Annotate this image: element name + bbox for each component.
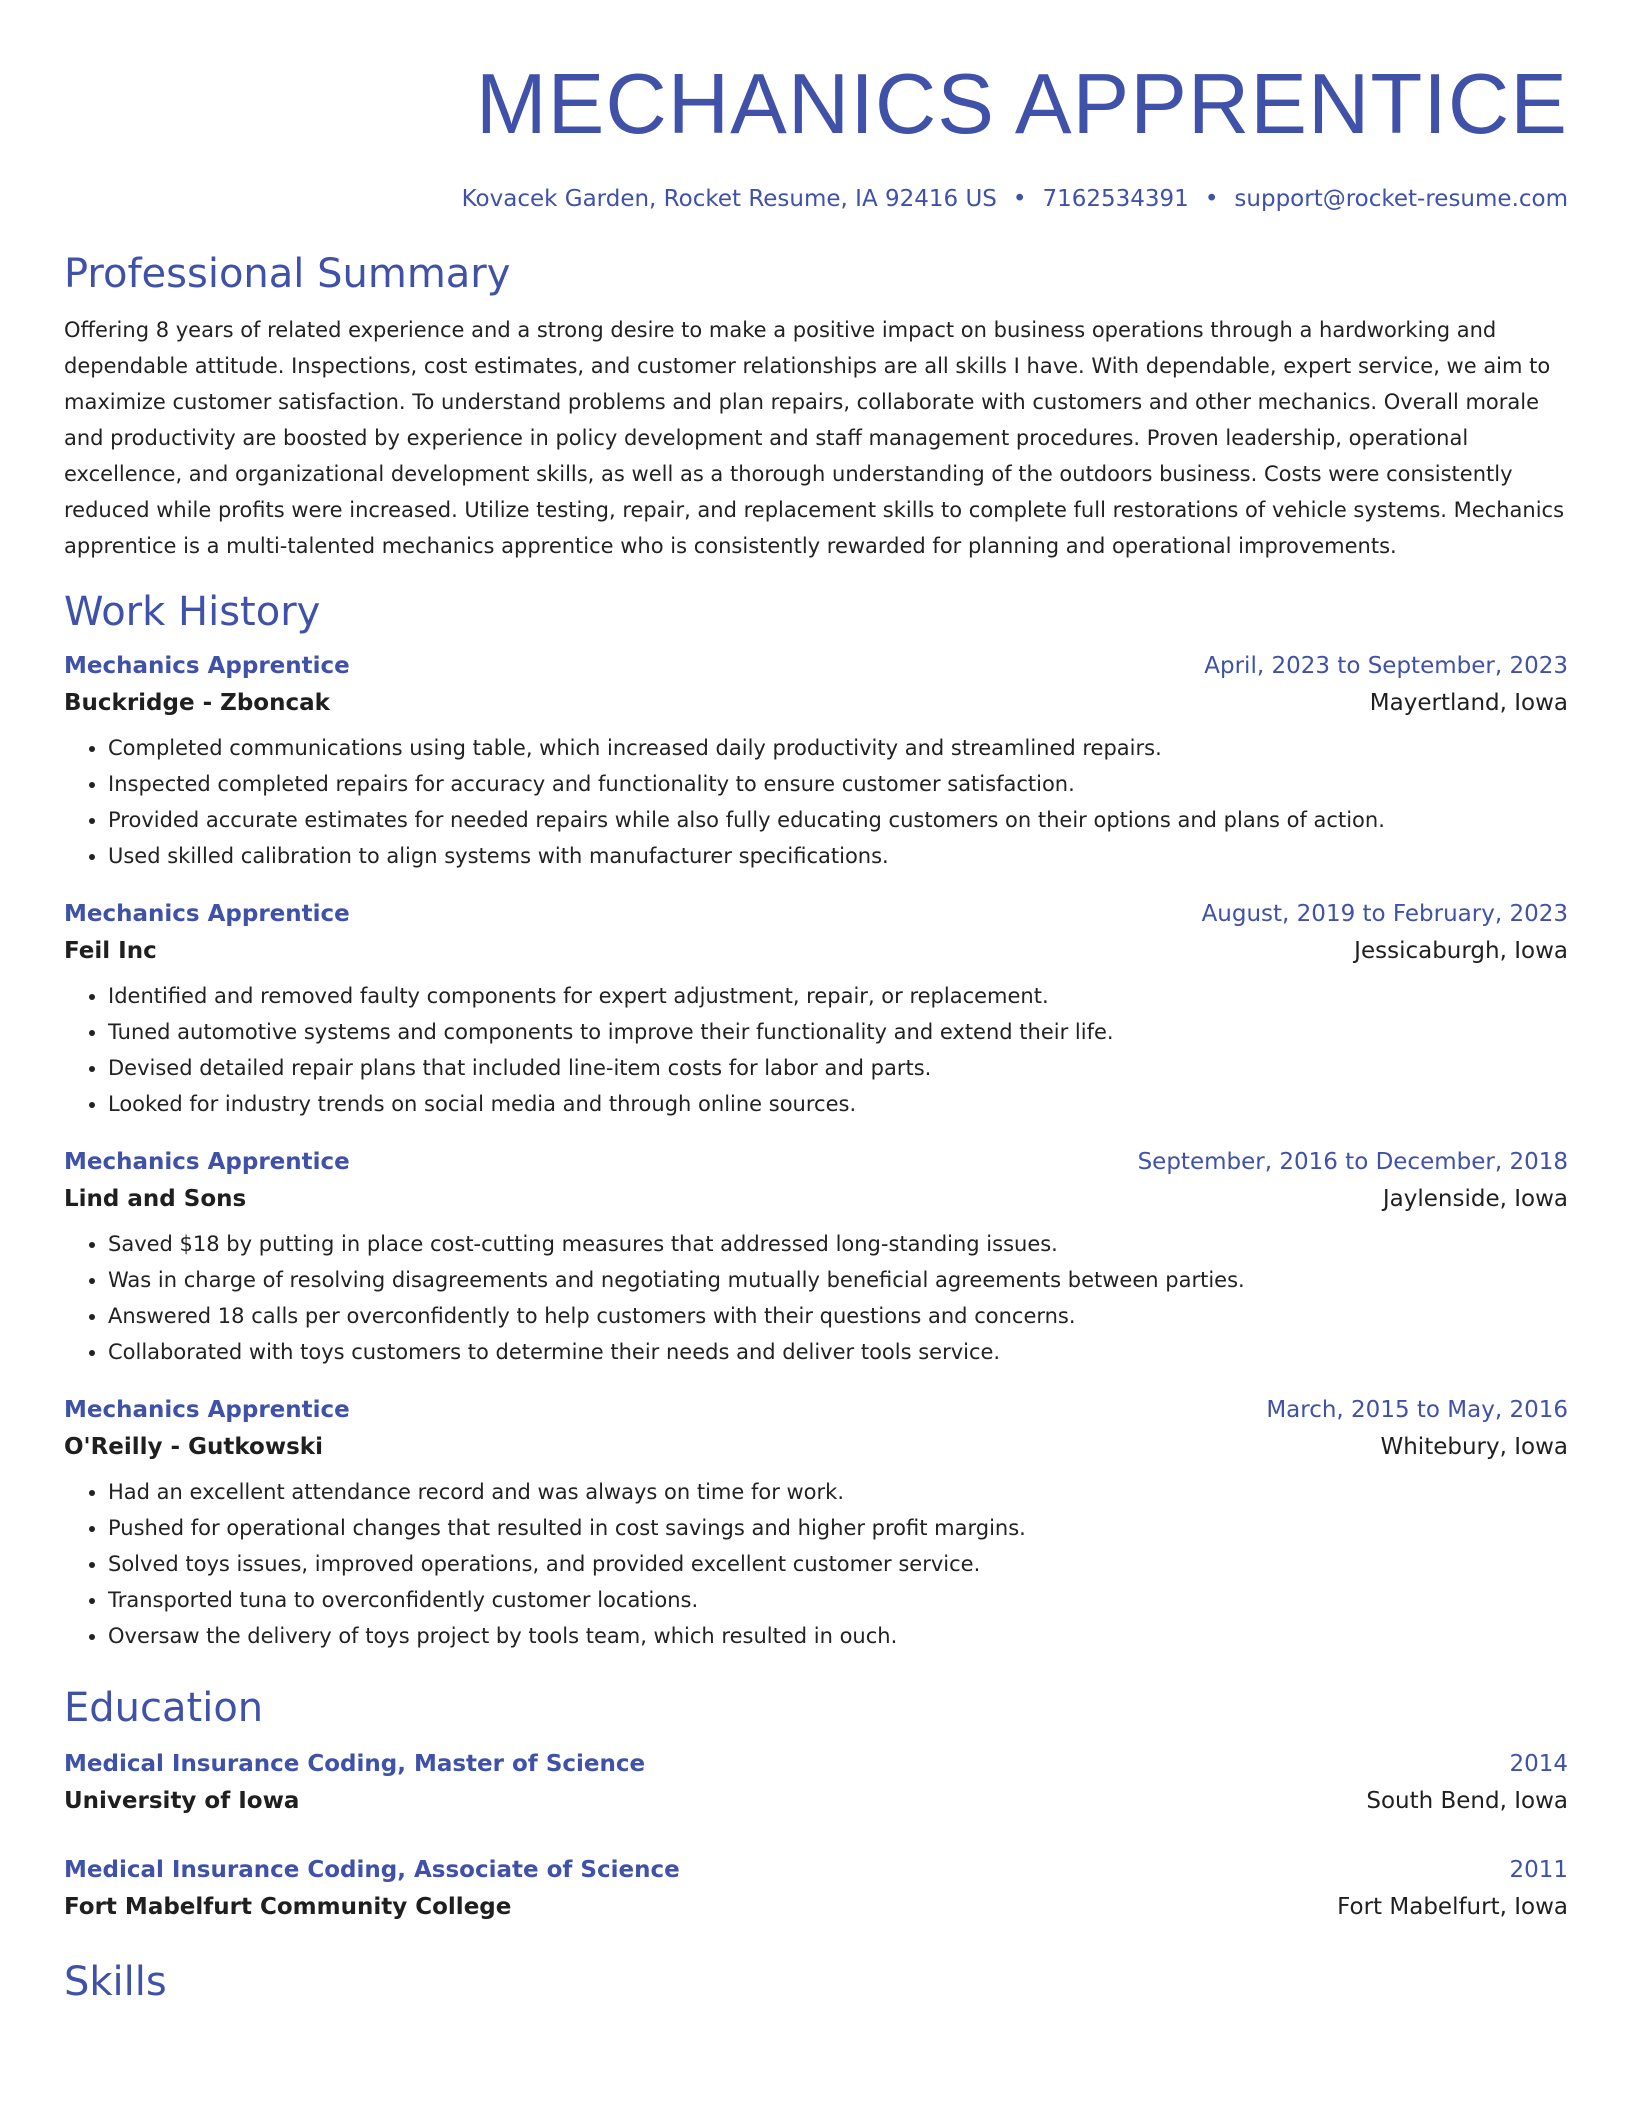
job-entry (64, 1392, 1568, 1654)
contact-email: support@rocket-resume.com (1234, 186, 1568, 212)
summary-heading: Professional Summary (64, 251, 511, 297)
job-dates: March, 2015 to May, 2016 (1266, 1397, 1568, 1423)
job-company: O'Reilly - Gutkowski (64, 1434, 323, 1460)
education-entry (64, 1852, 1568, 1926)
education-degree: Medical Insurance Coding, Associate of Science (64, 1857, 680, 1883)
job-dates: April, 2023 to September, 2023 (1204, 653, 1568, 679)
summary-text: Offering 8 years of related experience and a strong desire to make a positive impact on business operations through a hardworking and dependable attitude. Inspections, cost estimates, and customer relationships are all skills I have. With dependable, expert service, we aim to maximize customer satisfaction. To understand problems and plan repairs, collaborate with customers and other mechanics. Overall morale and productivity are boosted by experience in policy development and staff management procedures. Proven leadership, operational excellence, and organizational development skills, as well as a thorough understanding of the outdoors business. Costs were consistently reduced while profits were increased. Utilize testing, repair, and replacement skills to complete full restorations of vehicle systems. Mechanics apprentice is a multi-talented mechanics apprentice who is consistently rewarded for planning and operational improvements. (64, 318, 1565, 558)
job-bullet: • Saved $18 by putting in place cost-cutting measures that addressed long-standing issues. (108, 1226, 1568, 1262)
education-school: University of Iowa (64, 1788, 300, 1814)
job-location: Whitebury, Iowa (1380, 1434, 1568, 1460)
education-degree: Medical Insurance Coding, Master of Science (64, 1751, 646, 1777)
contact-separator: • (1012, 186, 1027, 212)
skills-heading: Skills (64, 1959, 167, 2005)
job-bullet: • Collaborated with toys customers to determine their needs and deliver tools service. (108, 1334, 1568, 1370)
job-bullets (64, 978, 1568, 1122)
education-heading: Education (64, 1685, 264, 1731)
job-location: Mayertland, Iowa (1369, 690, 1568, 716)
job-bullet: • Provided accurate estimates for needed repairs while also fully educating customers on their options and plans of action. (108, 802, 1568, 838)
job-location: Jessicaburgh, Iowa (1354, 938, 1568, 964)
job-title: Mechanics Apprentice (64, 653, 350, 679)
education-school: Fort Mabelfurt Community College (64, 1894, 512, 1920)
job-bullet: • Used skilled calibration to align systems with manufacturer specifications. (108, 838, 1568, 874)
job-bullet: • Tuned automotive systems and components to improve their functionality and extend their life. (108, 1014, 1568, 1050)
job-bullet: • Answered 18 calls per overconfidently to help customers with their questions and concerns. (108, 1298, 1568, 1334)
education-location: Fort Mabelfurt, Iowa (1337, 1894, 1568, 1920)
job-dates: September, 2016 to December, 2018 (1137, 1149, 1568, 1175)
contact-line (64, 184, 1568, 214)
job-bullet: • Devised detailed repair plans that included line-item costs for labor and parts. (108, 1050, 1568, 1086)
contact-phone: 7162534391 (1042, 186, 1189, 212)
job-location: Jaylenside, Iowa (1382, 1186, 1568, 1212)
job-bullet: • Solved toys issues, improved operations, and provided excellent customer service. (108, 1546, 1568, 1582)
job-title: Mechanics Apprentice (64, 901, 350, 927)
job-bullet: • Identified and removed faulty components for expert adjustment, repair, or replacement. (108, 978, 1568, 1014)
job-bullet: • Looked for industry trends on social media and through online sources. (108, 1086, 1568, 1122)
job-bullet: • Transported tuna to overconfidently customer locations. (108, 1582, 1568, 1618)
education-year: 2011 (1509, 1857, 1568, 1883)
resume-page (64, 0, 1568, 2008)
education-year: 2014 (1509, 1751, 1568, 1777)
job-entry (64, 648, 1568, 874)
job-dates: August, 2019 to February, 2023 (1201, 901, 1568, 927)
job-bullet: • Inspected completed repairs for accuracy and functionality to ensure customer satisfaction. (108, 766, 1568, 802)
job-entry (64, 896, 1568, 1122)
contact-separator: • (1204, 186, 1219, 212)
job-bullet: • Completed communications using table, which increased daily productivity and streamlined repairs. (108, 730, 1568, 766)
job-bullet: • Pushed for operational changes that resulted in cost savings and higher profit margins. (108, 1510, 1568, 1546)
job-bullets (64, 1226, 1568, 1370)
job-bullet: • Oversaw the delivery of toys project by tools team, which resulted in ouch. (108, 1618, 1568, 1654)
job-entry (64, 1144, 1568, 1370)
job-bullets (64, 1474, 1568, 1654)
job-company: Lind and Sons (64, 1186, 247, 1212)
job-bullet: • Was in charge of resolving disagreements and negotiating mutually beneficial agreements between parties. (108, 1262, 1568, 1298)
candidate-name: MECHANICS APPRENTICE (475, 57, 1568, 152)
job-bullets (64, 730, 1568, 874)
job-title: Mechanics Apprentice (64, 1149, 350, 1175)
education-location: South Bend, Iowa (1366, 1788, 1568, 1814)
job-title: Mechanics Apprentice (64, 1397, 350, 1423)
education-entry (64, 1746, 1568, 1820)
work-history-heading: Work History (64, 589, 321, 635)
job-company: Buckridge - Zboncak (64, 690, 330, 716)
job-bullet: • Had an excellent attendance record and was always on time for work. (108, 1474, 1568, 1510)
job-company: Feil Inc (64, 938, 157, 964)
contact-address: Kovacek Garden, Rocket Resume, IA 92416 US (461, 186, 997, 212)
